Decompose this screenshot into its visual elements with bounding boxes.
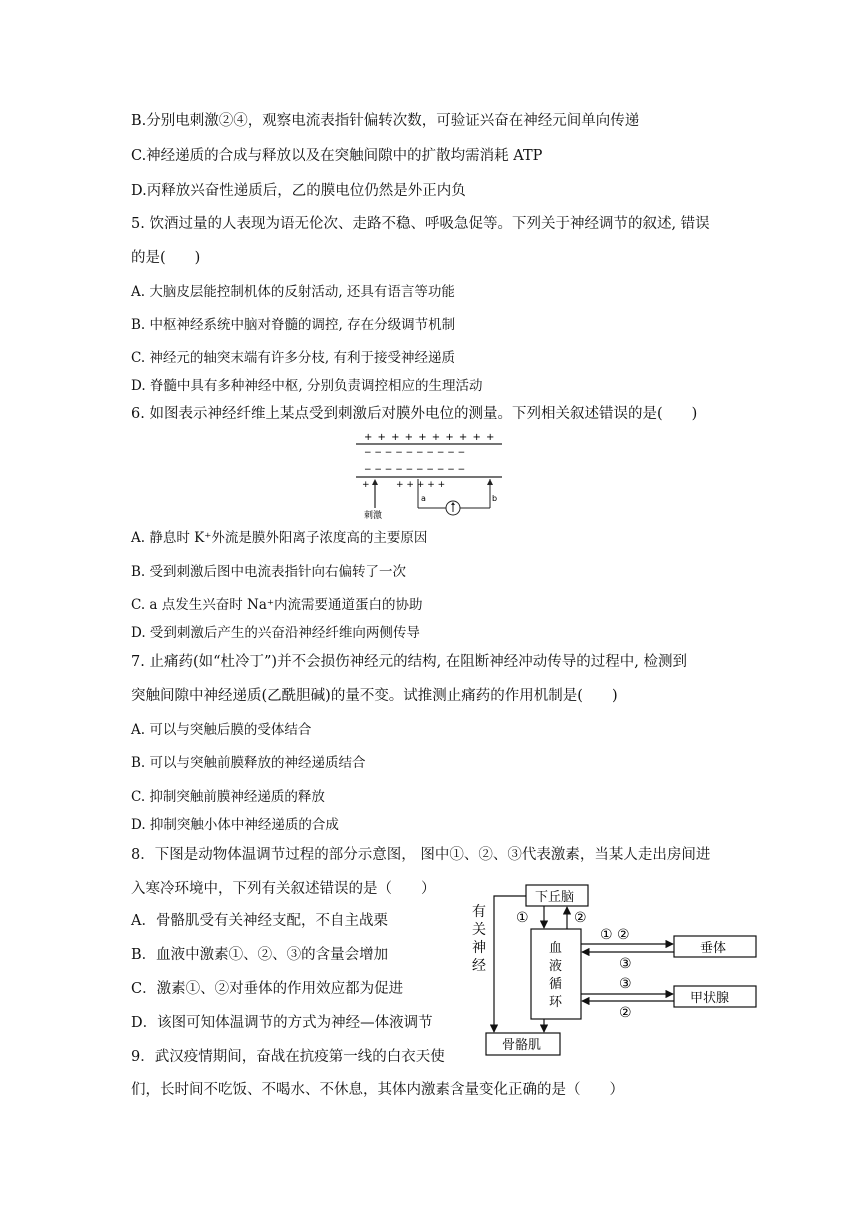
fiber-lower-plus-left: + bbox=[362, 480, 370, 490]
q8-stem-line2: 入寒冷环境中，下列有关叙述错误的是（ ） bbox=[131, 881, 436, 897]
q8-option-c: C．激素①、②对垂体的作用效应都为促进 bbox=[131, 981, 404, 997]
q8-option-b: B．血液中激素①、②、③的含量会增加 bbox=[131, 947, 389, 963]
q7-option-b: B. 可以与突触前膜释放的神经递质结合 bbox=[131, 755, 366, 771]
q5-option-a: A. 大脑皮层能控制机体的反射活动, 还具有语言等功能 bbox=[131, 284, 455, 300]
hormone-3-pituitary: ③ bbox=[619, 956, 632, 972]
nerve-label-2: 关 bbox=[472, 922, 486, 938]
q6-option-c: C. a 点发生兴奋时 Na⁺内流需要通道蛋白的协助 bbox=[131, 597, 423, 613]
hormone-2-up: ② bbox=[574, 910, 587, 926]
q7-stem-line2: 突触间隙中神经递质(乙酰胆碱)的量不变。试推测止痛药的作用机制是( ) bbox=[131, 688, 618, 704]
point-b-label: b bbox=[492, 494, 498, 503]
point-a-label: a bbox=[421, 494, 426, 503]
hypothalamus-label: 下丘脑 bbox=[535, 890, 575, 905]
blood-label-4: 环 bbox=[549, 995, 563, 1010]
q5-option-c: C. 神经元的轴突末端有许多分枝, 有利于接受神经递质 bbox=[131, 350, 456, 366]
fiber-minus-row-1: − − − − − − − − − − bbox=[364, 448, 466, 458]
q9-stem-line2: 们，长时间不吃饭、不喝水、不休息，其体内激素含量变化正确的是（ ） bbox=[131, 1082, 624, 1098]
q8-option-a: A．骨骼肌受有关神经支配，不自主战栗 bbox=[131, 913, 388, 929]
q6-option-b: B. 受到刺激后图中电流表指针向右偏转了一次 bbox=[131, 564, 407, 580]
blood-label-3: 循 bbox=[549, 977, 563, 992]
q5-option-d: D. 脊髓中具有多种神经中枢, 分别负责调控相应的生理活动 bbox=[131, 378, 483, 394]
blood-label-1: 血 bbox=[549, 941, 563, 956]
q8-stem-line1: 8．下图是动物体温调节过程的部分示意图， 图中①、②、③代表激素，当某人走出房间进 bbox=[131, 847, 711, 863]
blood-label-2: 液 bbox=[549, 959, 563, 974]
q7-option-c: C. 抑制突触前膜神经递质的释放 bbox=[131, 789, 325, 805]
nerve-label-3: 神 bbox=[472, 940, 486, 956]
q7-option-a: A. 可以与突触后膜的受体结合 bbox=[131, 722, 312, 738]
thermoregulation-diagram bbox=[464, 882, 760, 1060]
q6-option-a: A. 静息时 K⁺外流是膜外阳离子浓度高的主要原因 bbox=[131, 530, 428, 546]
fiber-plus-row: + + + + + + + + + + bbox=[364, 432, 496, 443]
hormone-3-thyroid: ③ bbox=[619, 976, 632, 992]
muscle-label: 骨骼肌 bbox=[502, 1038, 542, 1053]
q6-option-d: D. 受到刺激后产生的兴奋沿神经纤维向两侧传导 bbox=[131, 625, 420, 641]
hormone-2-thyroid: ② bbox=[619, 1005, 632, 1021]
nerve-fiber-figure bbox=[352, 428, 508, 520]
fiber-minus-row-2: − − − − − − − − − − bbox=[364, 465, 466, 475]
q4-option-c: C.神经递质的合成与释放以及在突触间隙中的扩散均需消耗 ATP bbox=[131, 148, 543, 164]
nerve-label-1: 有 bbox=[472, 904, 486, 920]
hormones-1-2: ① ② bbox=[600, 927, 630, 943]
nerve-label-4: 经 bbox=[472, 958, 486, 974]
q5-stem-line1: 5. 饮酒过量的人表现为语无伦次、走路不稳、呼吸急促等。下列关于神经调节的叙述, 错误 bbox=[131, 216, 710, 232]
thyroid-label: 甲状腺 bbox=[690, 991, 730, 1006]
q7-stem-line1: 7. 止痛药(如“杜冷丁”)并不会损伤神经元的结构, 在阻断神经冲动传导的过程中, 检测到 bbox=[131, 654, 688, 670]
q6-stem: 6. 如图表示神经纤维上某点受到刺激后对膜外电位的测量。下列相关叙述错误的是( ) bbox=[131, 406, 698, 422]
q4-option-d: D.丙释放兴奋性递质后，乙的膜电位仍然是外正内负 bbox=[131, 183, 466, 199]
ammeter-icon bbox=[446, 501, 460, 515]
stimulus-label: 刺激 bbox=[364, 511, 383, 520]
pituitary-label: 垂体 bbox=[700, 941, 727, 956]
q7-option-d: D. 抑制突触小体中神经递质的合成 bbox=[131, 817, 339, 833]
q9-stem-line1: 9．武汉疫情期间，奋战在抗疫第一线的白衣天使 bbox=[131, 1049, 445, 1065]
fiber-lower-plus-right: + + + + + bbox=[396, 480, 446, 490]
q5-option-b: B. 中枢神经系统中脑对脊髓的调控, 存在分级调节机制 bbox=[131, 317, 456, 333]
q8-option-d: D．该图可知体温调节的方式为神经—体液调节 bbox=[131, 1015, 433, 1031]
q4-option-b: B.分别电刺激②④，观察电流表指针偏转次数，可验证兴奋在神经元间单向传递 bbox=[131, 113, 640, 129]
hormone-1-down: ① bbox=[516, 910, 529, 926]
q5-stem-line2: 的是( ) bbox=[131, 250, 201, 266]
